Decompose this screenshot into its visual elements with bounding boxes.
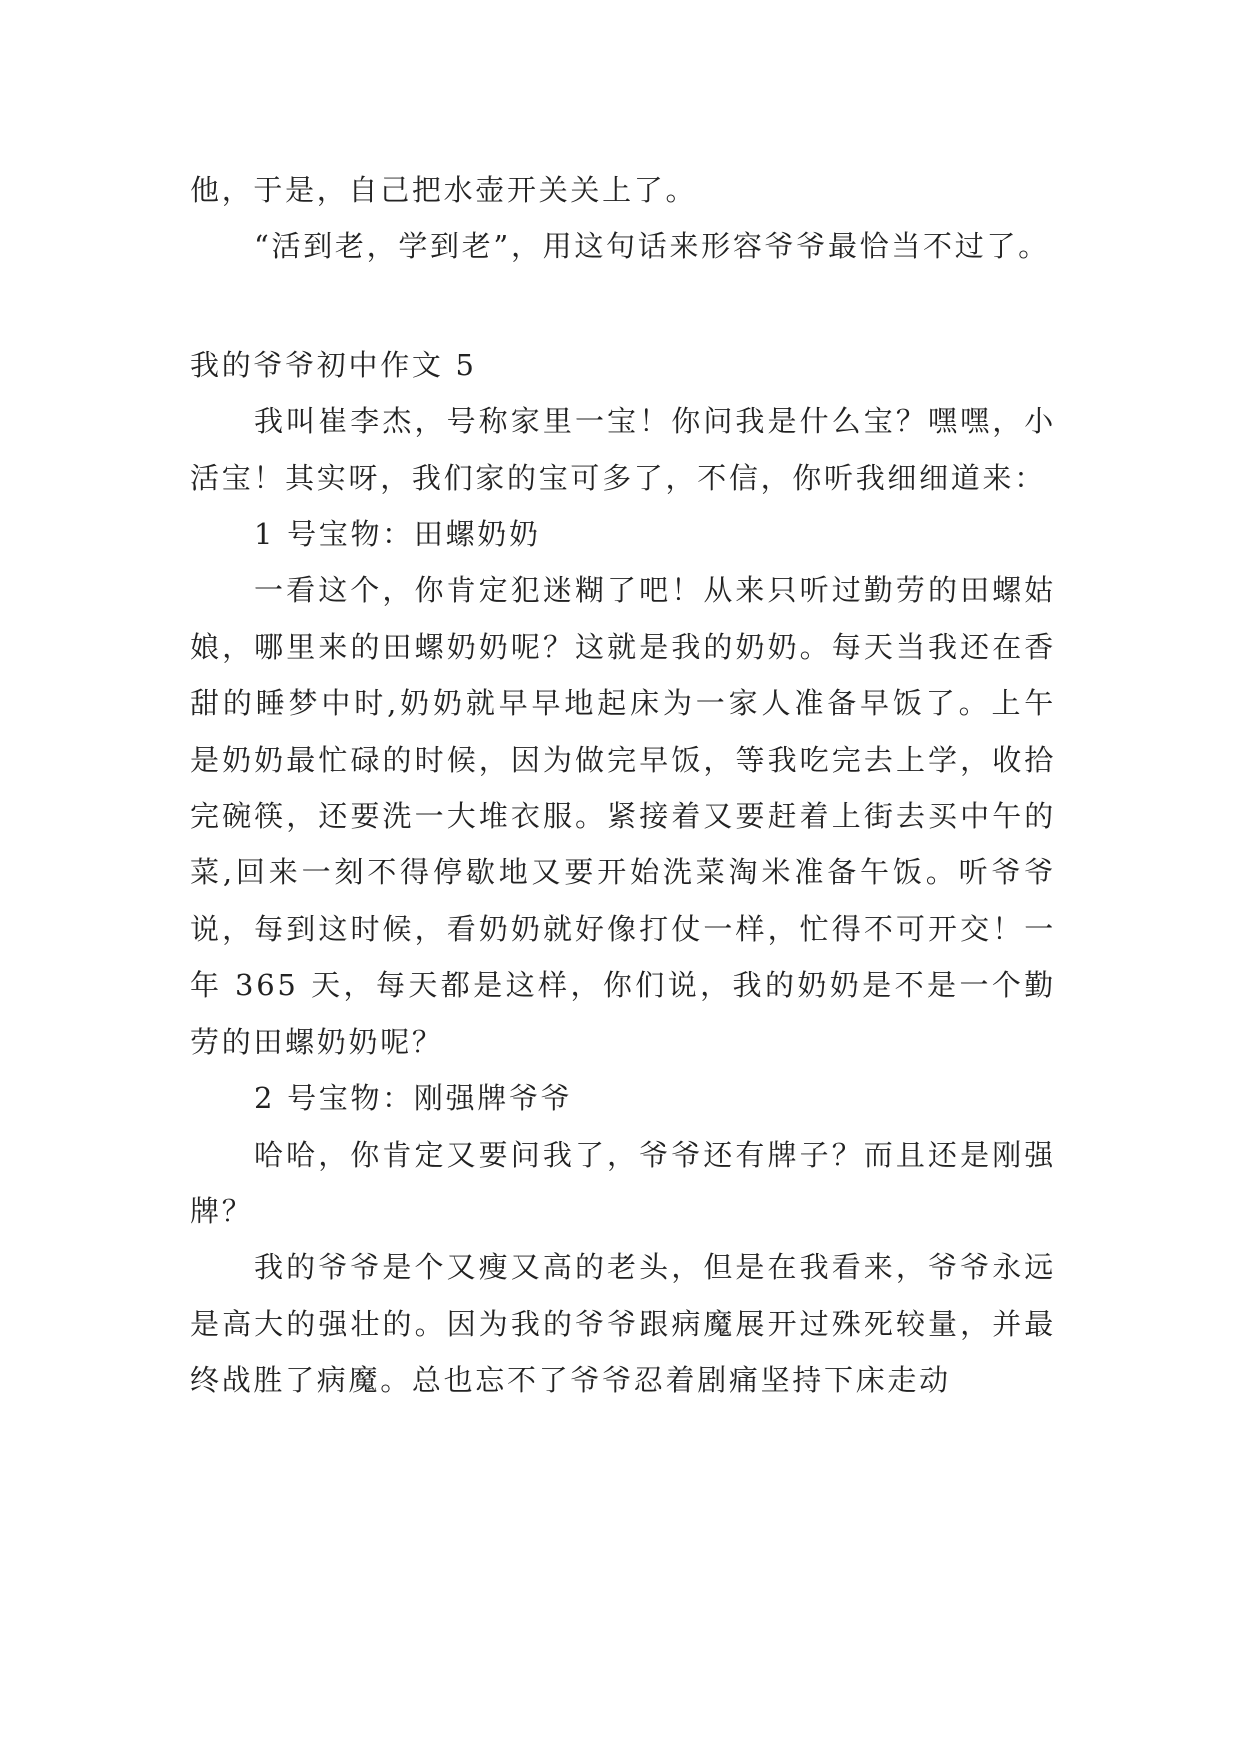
paragraph-2: “活到老，学到老”，用这句话来形容爷爷最恰当不过了。 — [254, 229, 1050, 264]
treasure-1-heading: 1 号宝物：田螺奶奶 — [254, 517, 541, 552]
section-heading: 我的爷爷初中作文 5 — [190, 347, 477, 382]
paragraph-8: 哈哈，你肯定又要问我了，爷爷还有牌子？而且还是刚强牌？ — [190, 1137, 1056, 1228]
paragraph-4: 我叫崔李杰，号称家里一宝！你问我是什么宝？嘿嘿，小活宝！其实呀，我们家的宝可多了，不信，你听我细细道来： — [190, 404, 1056, 495]
paragraph-1: 他，于是，自己把水壶开关关上了。 — [190, 173, 698, 207]
treasure-2-heading: 2 号宝物：刚强牌爷爷 — [254, 1081, 573, 1116]
paragraph-6: 一看这个，你肯定犯迷糊了吧！从来只听过勤劳的田螺姑娘，哪里来的田螺奶奶呢？这就是我的奶奶。每天当我还在香甜的睡梦中时,奶奶就早早地起床为一家人准备早饭了。上午是奶奶最忙碌的时候，因为做完早饭，等我吃完去上学，收拾完碗筷，还要洗一大堆衣服。紧接着又要赶着上街去买中午的菜,回来一刻不得停歇地又要开始洗菜淘米准备午饭。听爷爷说，每到这时候，看奶奶就好像打仗一样，忙得不可开交！一年 365 天，每天都是这样，你们说，我的奶奶是不是一个勤劳的田螺奶奶呢？ — [190, 573, 1056, 1059]
article-body — [190, 162, 1056, 1409]
paragraph-9: 我的爷爷是个又瘦又高的老头，但是在我看来，爷爷永远是高大的强壮的。因为我的爷爷跟病魔展开过殊死较量，并最终战胜了病魔。总也忘不了爷爷忍着剧痛坚持下床走动 — [190, 1250, 1056, 1398]
